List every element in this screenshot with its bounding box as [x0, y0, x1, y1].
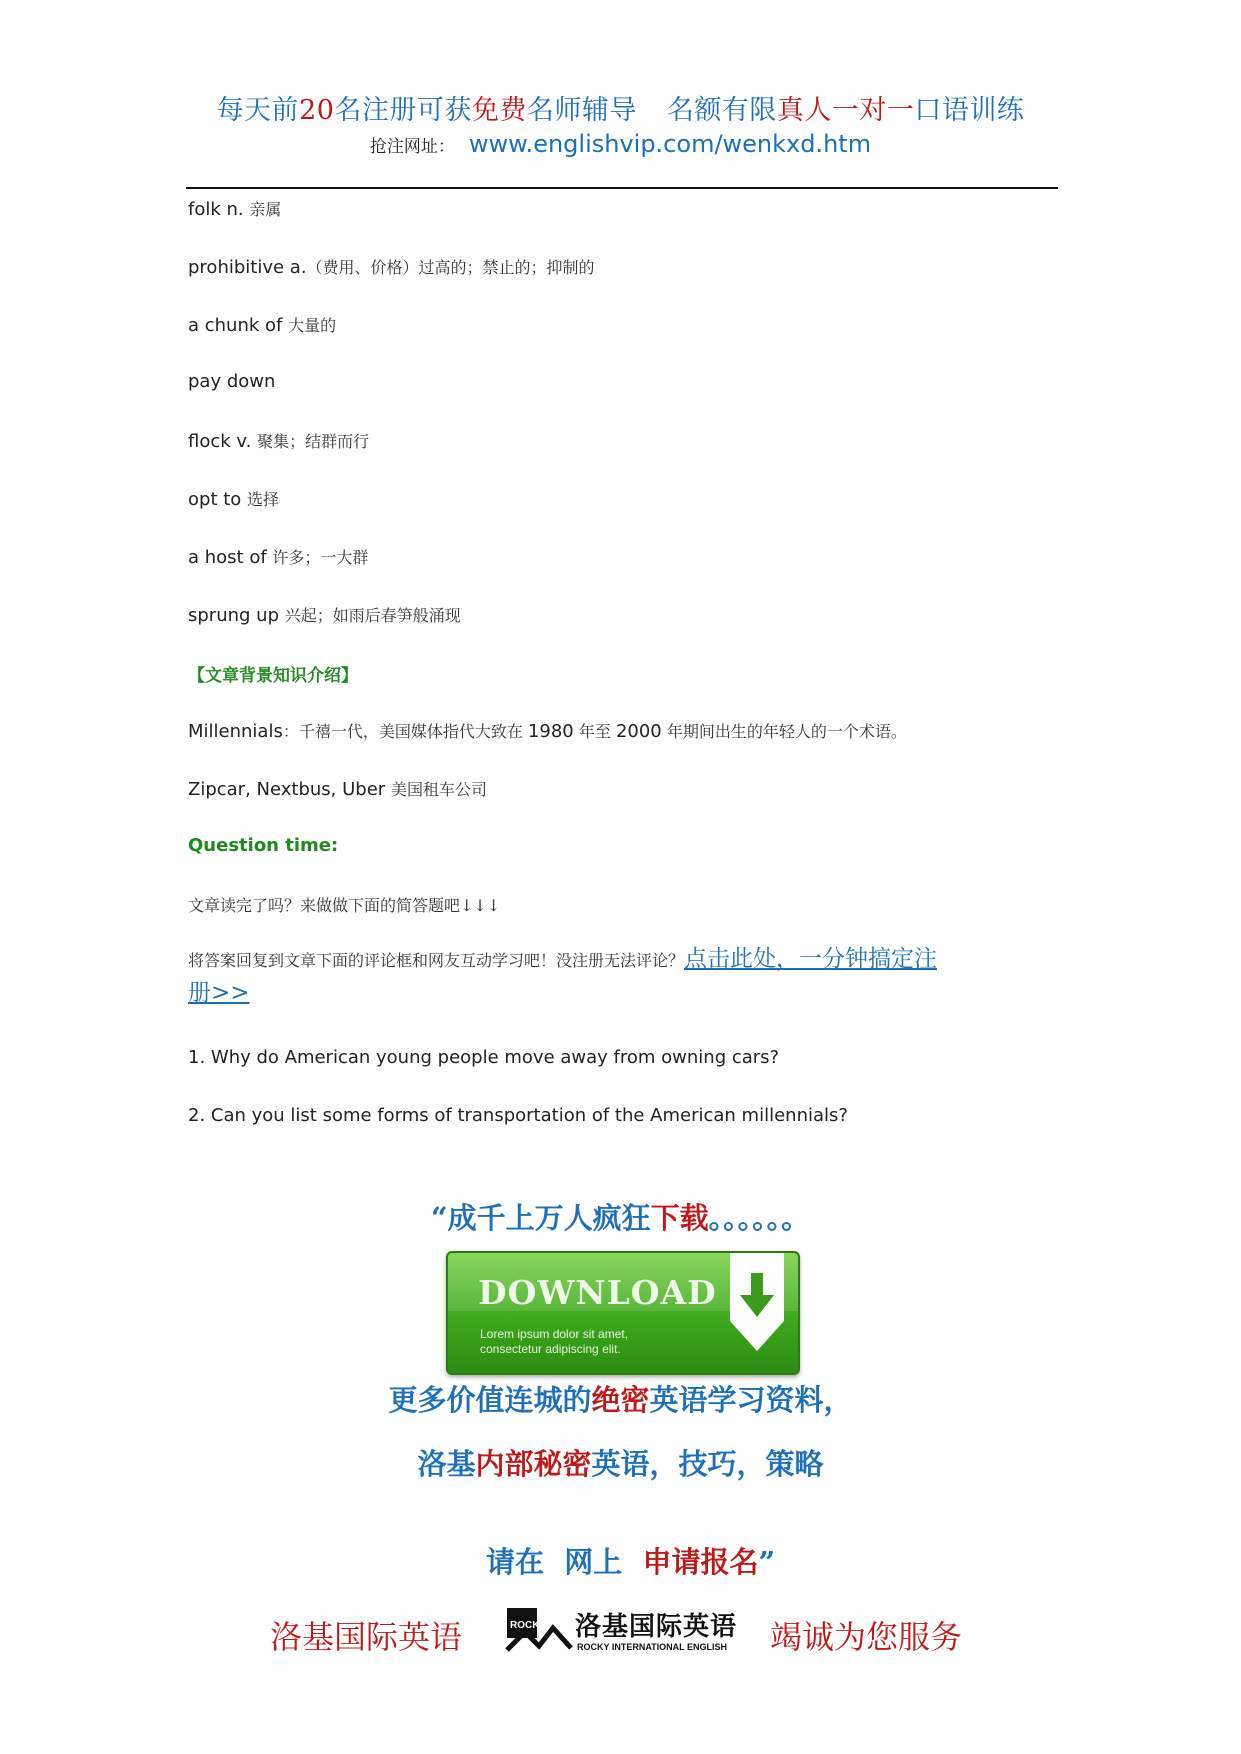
promo-text: 申请报名: [642, 1545, 759, 1579]
vocab-term: sprung up: [188, 605, 280, 626]
register-link[interactable]: 点击此处，一分钟搞定注: [684, 946, 938, 972]
vocab-item: [188, 429, 369, 452]
download-subtext-line: consectetur adipiscing elit.: [480, 1342, 621, 1356]
question-item: [188, 1047, 779, 1068]
vocab-item: [188, 197, 281, 220]
promo-text: “成千上万人疯狂: [430, 1201, 651, 1235]
logo-chinese: 洛基国际英语: [575, 1612, 738, 1642]
signup-url[interactable]: www.englishvip.com/wenkxd.htm: [468, 130, 872, 158]
vocab-term: pay down: [188, 371, 276, 392]
millennials-note: [188, 719, 907, 742]
question-title: Question time:: [188, 835, 339, 856]
footer-brand: 洛基国际英语: [270, 1618, 463, 1656]
promo-seg: 每天前: [216, 95, 300, 126]
rocky-logo: [505, 1606, 738, 1656]
reply-instructions: [188, 943, 1058, 1011]
question-text: 1. Why do American young people move away from owning cars?: [188, 1047, 780, 1068]
vocab-meaning: 聚集；结群而行: [257, 432, 370, 451]
promo-seg: 名额有限: [666, 95, 777, 126]
vocab-meaning: 选择: [247, 490, 280, 509]
year-start: 1980: [527, 721, 574, 742]
background-title: 【文章背景知识介绍】: [188, 666, 358, 686]
promo-text: 下载: [650, 1201, 709, 1235]
companies-desc: 美国租车公司: [390, 780, 487, 799]
rocky-logo-mark: [505, 1606, 573, 1654]
promo-seg: 口语训练: [914, 95, 1025, 126]
footer-slogan: 竭诚为您服务: [770, 1618, 963, 1656]
year-end: 2000: [615, 721, 662, 742]
promo-text: 内部秘密: [475, 1447, 592, 1481]
url-label: 抢注网址：: [369, 137, 455, 157]
promo-line-2: [0, 1378, 1241, 1419]
vocab-item: [188, 371, 275, 392]
millennials-desc: ：千禧一代，美国媒体指代大致在: [282, 722, 528, 741]
footer: [0, 1612, 1241, 1672]
promo-seg: 免费: [471, 95, 527, 126]
question-text: 2. Can you list some forms of transportation of the American millennials?: [188, 1105, 848, 1126]
promo-text: ”: [758, 1545, 776, 1579]
download-label: DOWNLOAD: [478, 1273, 717, 1312]
question-item: [188, 1105, 848, 1126]
svg-text:ROCKY: ROCKY: [510, 1620, 547, 1631]
vocab-item: [188, 487, 279, 510]
prompt-text: 文章读完了吗？来做做下面的简答题吧↓↓↓: [188, 896, 501, 915]
down-arrow-icon: [740, 1273, 774, 1319]
millennials-desc: 年期间出生的年轻人的一个术语。: [661, 722, 907, 741]
logo-english: ROCKY INTERNATIONAL ENGLISH: [577, 1642, 728, 1652]
vocab-term: flock v.: [188, 431, 252, 452]
companies: Zipcar, Nextbus, Uber: [188, 779, 386, 800]
register-link[interactable]: 册>>: [188, 980, 250, 1006]
vocab-term: a chunk of: [188, 315, 283, 336]
promo-text: 英语学习资料，: [649, 1383, 853, 1417]
vocab-meaning: 亲属: [249, 200, 282, 219]
promo-seg: 20: [299, 95, 335, 126]
promo-text: 英语，技巧，策略: [591, 1447, 824, 1481]
question-prompt: [188, 893, 500, 916]
vocab-meaning: 兴起；如雨后春笋般涌现: [284, 606, 461, 625]
promo-text: 绝密: [591, 1383, 650, 1417]
companies-note: [188, 777, 487, 800]
promo-text: 。。。。。。: [708, 1201, 811, 1235]
vocab-meaning: （费用、价格）过高的；禁止的；抑制的: [306, 258, 595, 277]
download-button[interactable]: [446, 1251, 800, 1375]
reply-text: 将答案回复到文章下面的评论框和网友互动学习吧！没注册无法评论？: [188, 951, 685, 970]
vocab-term: opt to: [188, 489, 242, 510]
promo-banner: [0, 88, 1241, 127]
promo-seg: 名注册可获: [334, 95, 472, 126]
header-divider: [186, 187, 1058, 189]
vocab-item: [188, 313, 336, 336]
promo-seg: 名师辅导: [526, 95, 637, 126]
promo-text: 洛基: [417, 1447, 476, 1481]
promo-line-1: [0, 1196, 1241, 1237]
promo-line-4: [0, 1506, 1241, 1581]
promo-line-3: [0, 1442, 1241, 1483]
vocab-meaning: 许多；一大群: [272, 548, 369, 567]
vocab-meaning: 大量的: [288, 316, 337, 335]
vocab-term: folk n.: [188, 199, 244, 220]
download-subtext: [480, 1327, 628, 1357]
section-heading: [188, 835, 338, 856]
vocab-term: prohibitive a.: [188, 257, 307, 278]
vocab-item: [188, 603, 461, 626]
vocab-item: [188, 255, 595, 278]
millennials-desc: 年至: [573, 722, 616, 741]
download-subtext-line: Lorem ipsum dolor sit amet,: [480, 1327, 629, 1341]
promo-text: 更多价值连城的: [388, 1383, 592, 1417]
section-heading: [188, 661, 358, 686]
vocab-item: [188, 545, 368, 568]
millennials-term: Millennials: [188, 721, 283, 742]
promo-seg: 真人一对一: [776, 95, 915, 126]
vocab-term: a host of: [188, 547, 267, 568]
promo-text: 请在 网上: [486, 1545, 643, 1579]
signup-url-line: [0, 130, 1241, 158]
